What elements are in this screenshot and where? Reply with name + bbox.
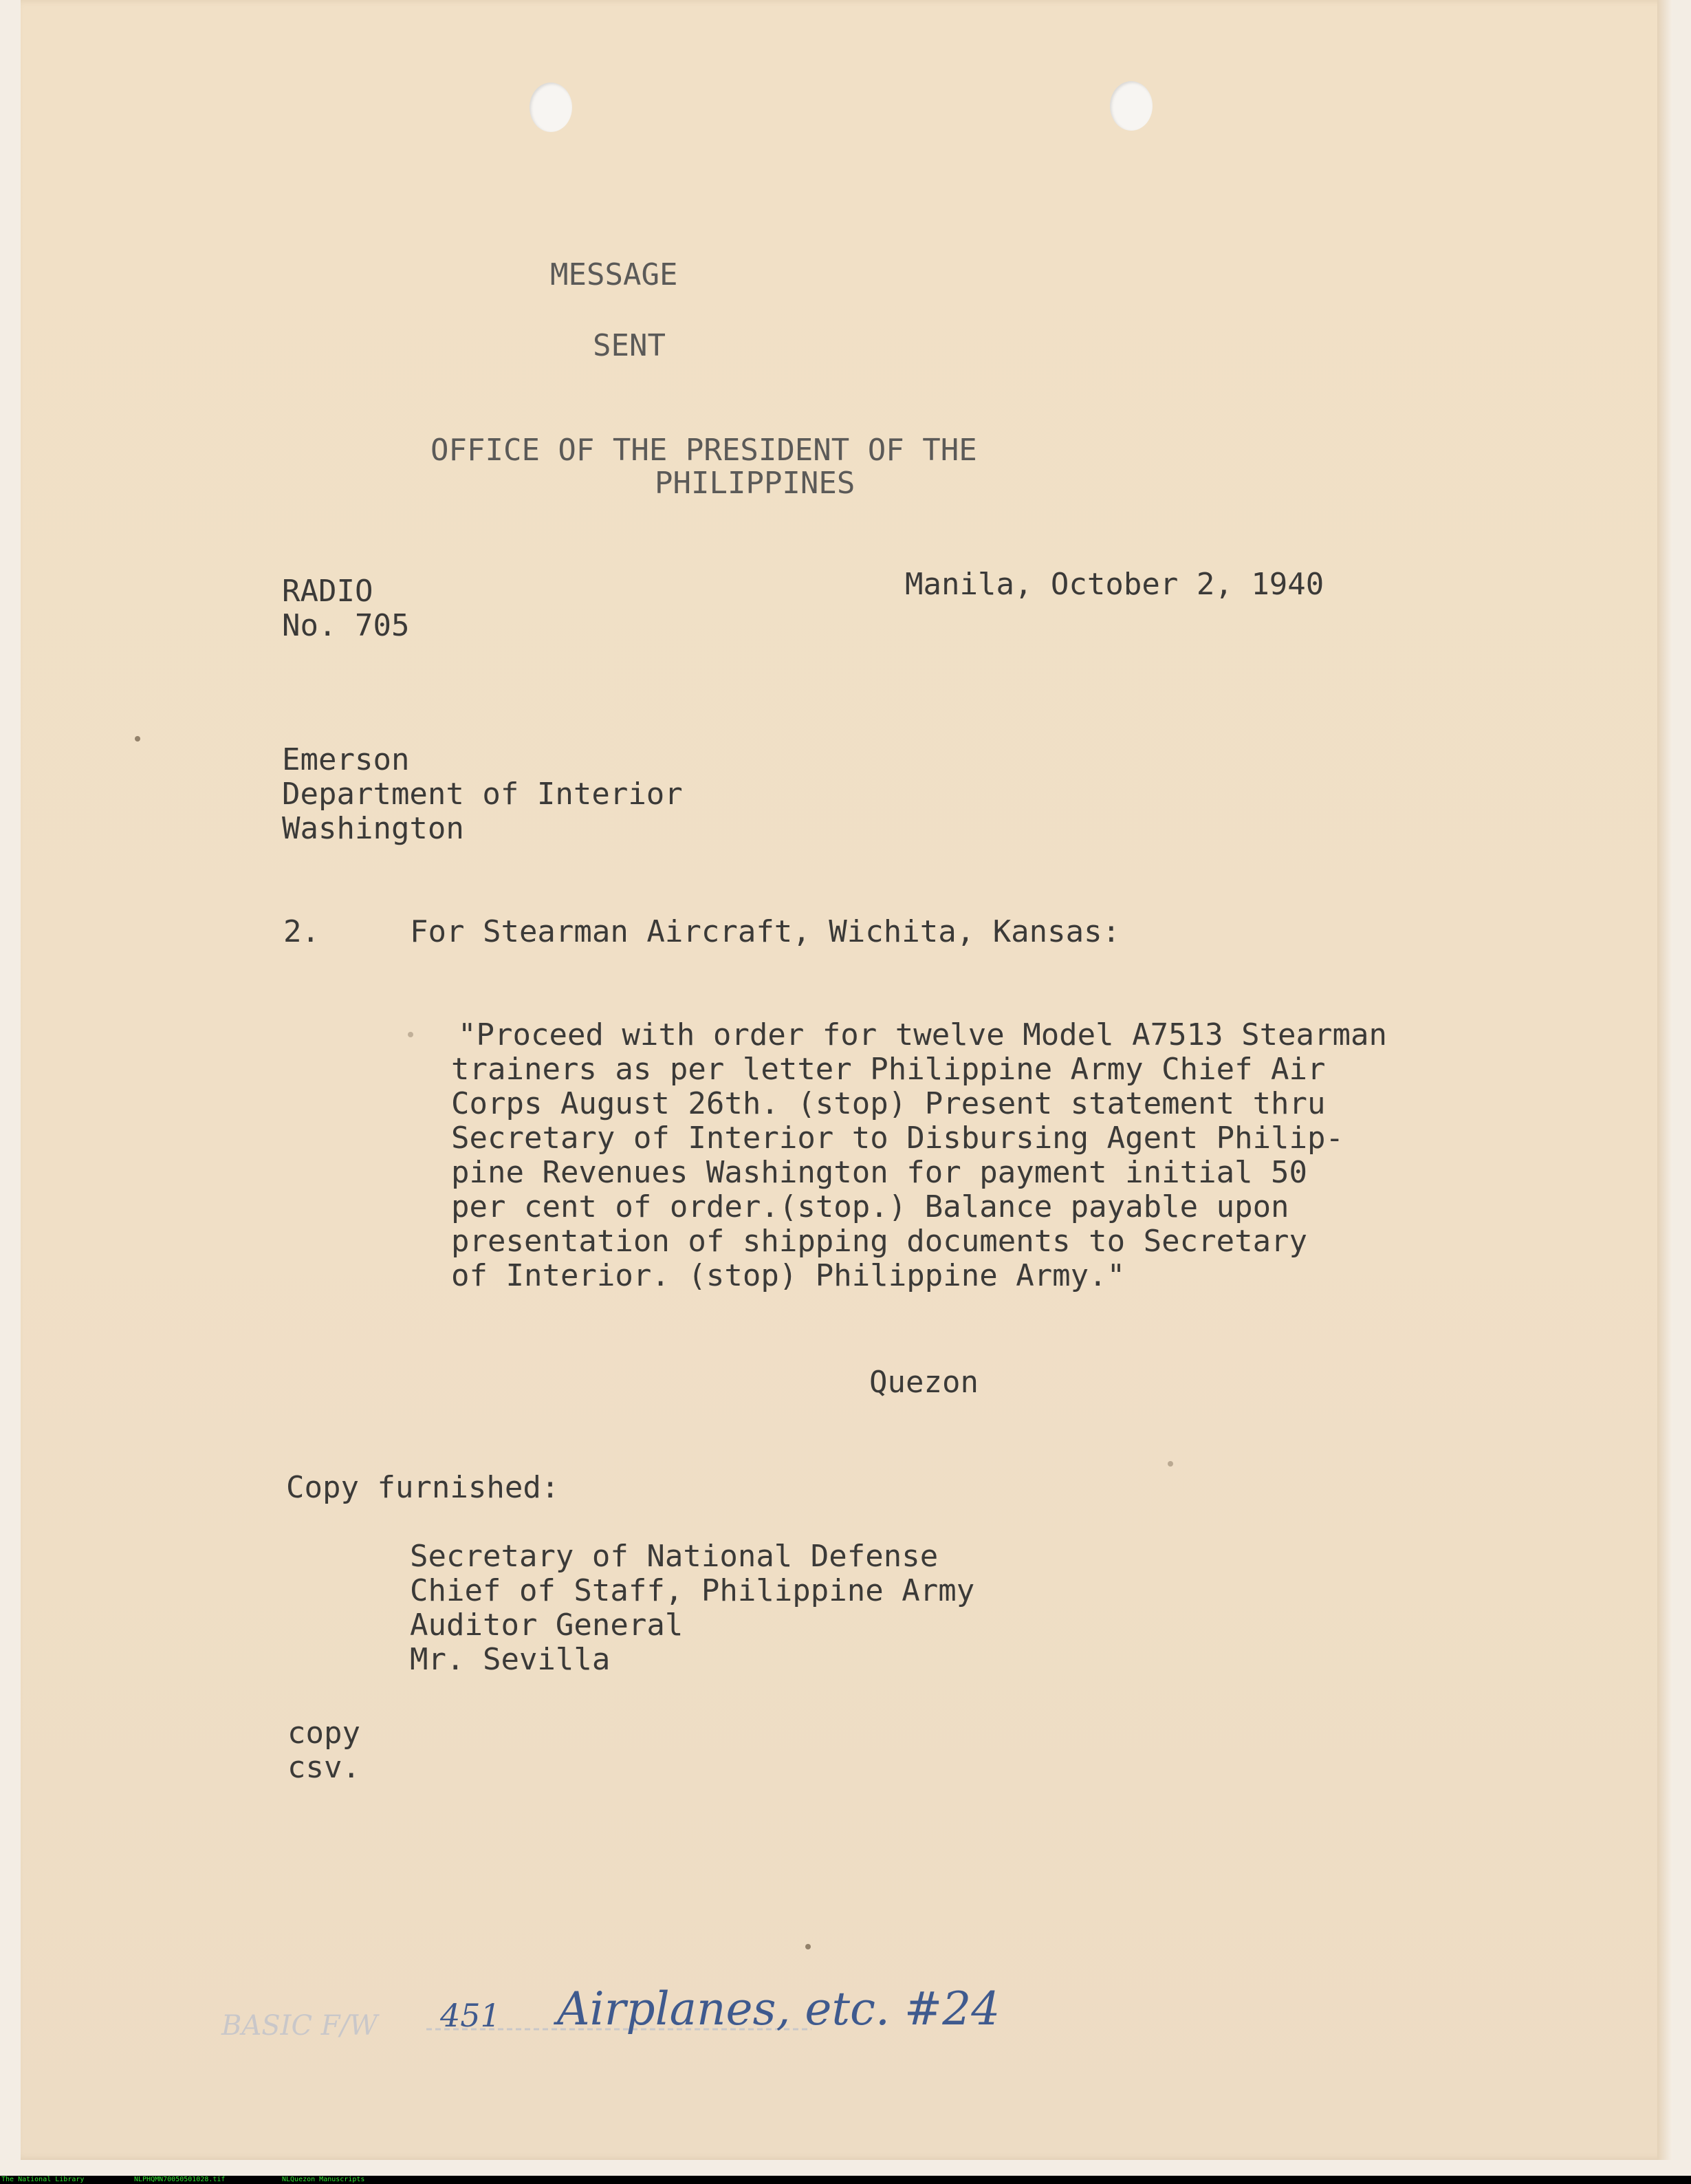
radio-label: RADIO xyxy=(282,574,373,609)
message-line: presentation of shipping documents to Secretary xyxy=(451,1224,1308,1259)
message-line: per cent of order.(stop.) Balance payable upon xyxy=(451,1189,1289,1224)
office-line-2: PHILIPPINES xyxy=(655,466,855,501)
message-line: pine Revenues Washington for payment initial 50 xyxy=(451,1155,1308,1190)
message-line: Corps August 26th. (stop) Present statement thru xyxy=(451,1086,1326,1121)
handwritten-subject-note: Airplanes, etc. #24 xyxy=(557,1982,1001,2035)
paper-speck xyxy=(135,736,140,742)
punch-hole-left xyxy=(530,83,572,132)
copy-recipient: Secretary of National Defense xyxy=(410,1539,939,1574)
addressee-department: Department of Interior xyxy=(282,777,683,812)
scan-footer xyxy=(0,2176,1691,2184)
punch-hole-right xyxy=(1110,81,1153,131)
filing-stamp-label: BASIC F/W xyxy=(221,2010,378,2042)
footer-filename: NLPHQMN70050501028.tif xyxy=(134,2176,226,2183)
copy-furnished-label: Copy furnished: xyxy=(286,1470,560,1505)
item-heading: For Stearman Aircraft, Wichita, Kansas: xyxy=(410,914,1121,949)
page-edge xyxy=(1657,0,1672,2160)
paper-speck xyxy=(805,1944,811,1949)
message-line: "Proceed with order for twelve Model A7513 Stearman xyxy=(458,1017,1388,1052)
message-line: of Interior. (stop) Philippine Army." xyxy=(451,1258,1126,1293)
copy-recipient: Auditor General xyxy=(410,1608,684,1643)
paper-speck xyxy=(408,1032,413,1037)
footer-library: The National Library xyxy=(1,2176,85,2183)
handwritten-file-number: 451 xyxy=(440,1997,501,2034)
message-line: Secretary of Interior to Disbursing Agent Philip- xyxy=(451,1121,1344,1156)
item-number: 2. xyxy=(283,914,320,949)
header-sent: SENT xyxy=(593,328,666,363)
paper-speck xyxy=(1168,1461,1173,1467)
signature-quezon: Quezon xyxy=(869,1365,979,1400)
radio-number: No. 705 xyxy=(282,608,410,643)
addressee-city: Washington xyxy=(282,811,464,846)
message-line: trainers as per letter Philippine Army Chief Air xyxy=(451,1052,1326,1087)
header-message: MESSAGE xyxy=(550,257,678,292)
dateline: Manila, October 2, 1940 xyxy=(905,567,1324,602)
footer-collection: NLQuezon Manuscripts xyxy=(282,2176,365,2183)
copy-recipient: Mr. Sevilla xyxy=(410,1642,611,1677)
copy-recipient: Chief of Staff, Philippine Army xyxy=(410,1573,975,1608)
copy-note: copy xyxy=(287,1716,360,1751)
addressee-name: Emerson xyxy=(282,742,410,777)
office-line-1: OFFICE OF THE PRESIDENT OF THE xyxy=(430,433,977,468)
typist-initials: csv. xyxy=(287,1750,360,1785)
